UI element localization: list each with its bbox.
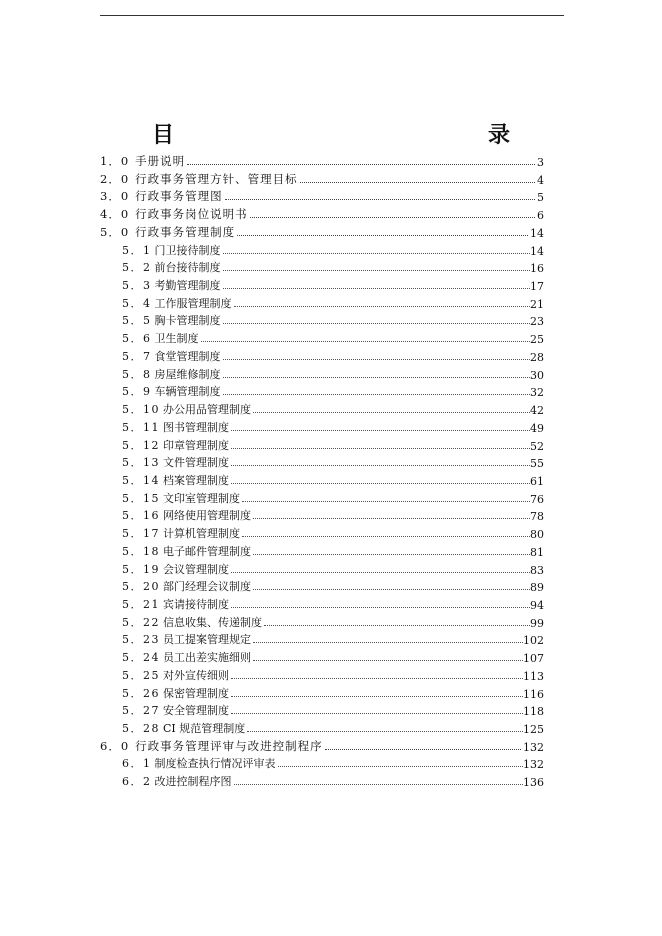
toc-entry-page: 30	[530, 368, 544, 382]
toc-entry-title: 行政事务管理评审与改进控制程序	[135, 738, 323, 753]
toc-entry-page: 42	[530, 404, 544, 418]
toc-entry-page: 125	[523, 723, 544, 737]
toc-entry-page: 32	[530, 386, 544, 400]
toc-entry-page: 113	[523, 669, 544, 683]
toc-leader-dots	[223, 394, 531, 395]
toc-entry-number: 5．25	[122, 668, 160, 682]
toc-entry-title: 行政事务岗位说明书	[135, 207, 248, 222]
toc-entry[interactable]	[122, 613, 544, 630]
toc-leader-dots	[264, 625, 530, 626]
toc-entry-title: 行政事务管理制度	[135, 224, 236, 239]
toc-entry-number: 5．21	[122, 598, 160, 611]
toc-leader-dots	[253, 589, 530, 590]
toc-entry-number: 5．2	[122, 261, 152, 275]
toc-entry-title: 印章管理制度	[163, 438, 229, 452]
toc-entry-title: 网络使用管理制度	[163, 509, 251, 523]
toc-leader-dots	[234, 306, 531, 307]
toc-leader-dots	[231, 713, 523, 714]
toc-entry-number: 5．6	[122, 332, 152, 346]
toc-entry-number: 5．19	[122, 562, 160, 576]
toc-entry[interactable]	[122, 577, 544, 594]
toc-entry[interactable]	[122, 258, 544, 275]
toc-leader-dots	[231, 696, 523, 697]
toc-entry[interactable]	[122, 701, 544, 718]
toc-entry-page: 132	[523, 740, 544, 754]
toc-entry-title: 宾请接待制度	[163, 598, 229, 611]
toc-leader-dots	[234, 784, 524, 785]
toc-entry-title: 安全管理制度	[163, 704, 229, 718]
toc-leader-dots	[237, 235, 528, 236]
toc-leader-dots	[225, 199, 535, 200]
toc-entry-number: 5．17	[122, 527, 160, 541]
toc-leader-dots	[223, 359, 531, 360]
toc-leader-dots	[242, 501, 530, 502]
toc-entry[interactable]	[122, 241, 544, 258]
toc-entry[interactable]	[122, 648, 544, 665]
toc-leader-dots	[231, 430, 530, 431]
toc-entry-title: 制度检查执行情况评审表	[154, 757, 276, 771]
toc-entry-title: 员工提案管理规定	[163, 633, 251, 647]
toc-entry-page: 99	[530, 616, 544, 630]
toc-entry-number: 5．13	[122, 456, 160, 470]
toc-leader-dots	[231, 483, 530, 484]
toc-entry-title: 图书管理制度	[163, 420, 229, 434]
toc-entry[interactable]	[122, 489, 544, 506]
toc-entry-page: 83	[530, 563, 544, 577]
toc-entry[interactable]	[122, 400, 544, 417]
toc-entry[interactable]	[122, 471, 544, 488]
toc-entry-page: 81	[530, 545, 544, 559]
toc-entry-number: 5．18	[122, 544, 160, 558]
toc-leader-dots	[278, 766, 524, 767]
toc-entry-number: 5．11	[122, 420, 160, 434]
toc-entry-title: 手册说明	[135, 154, 186, 168]
toc-entry[interactable]	[122, 418, 544, 435]
toc-entry-page: 14	[530, 226, 544, 240]
toc-entry-page: 52	[530, 439, 544, 453]
toc-entry[interactable]	[122, 347, 544, 364]
toc-entry[interactable]	[122, 311, 544, 328]
toc-entry-number: 5．26	[122, 686, 160, 700]
toc-entry[interactable]	[100, 223, 544, 240]
toc-entry-number: 5．15	[122, 491, 160, 505]
toc-entry-number: 6．0	[100, 738, 130, 753]
page-title: 目 录	[151, 122, 572, 148]
header-rule	[100, 15, 564, 16]
toc-entry-title: 行政事务管理方针、管理目标	[135, 171, 298, 186]
toc-entry-page: 116	[523, 687, 544, 701]
toc-entry[interactable]	[122, 719, 544, 736]
toc-leader-dots	[231, 465, 530, 466]
toc-leader-dots	[253, 554, 530, 555]
toc-entry[interactable]	[122, 506, 544, 523]
toc-entry[interactable]	[122, 524, 544, 541]
toc-entry-number: 6．2	[122, 775, 152, 789]
toc-leader-dots	[231, 448, 530, 449]
toc-entry-number: 5．28	[122, 722, 160, 736]
toc-leader-dots	[253, 660, 523, 661]
toc-leader-dots	[250, 217, 535, 218]
toc-entry-number: 5．10	[122, 403, 160, 417]
toc-entry[interactable]	[122, 542, 544, 559]
toc-entry-page: 76	[530, 492, 544, 506]
toc-entry-title: 行政事务管理图	[135, 189, 223, 204]
toc-entry-title: CI 规范管理制度	[163, 722, 246, 736]
toc-entry-number: 6．1	[122, 757, 152, 771]
toc-entry[interactable]	[122, 365, 544, 382]
toc-entry-title: 改进控制程序图	[154, 775, 232, 789]
toc-entry[interactable]	[100, 187, 544, 204]
toc-entry-page: 94	[530, 599, 544, 612]
toc-entry-number: 5．14	[122, 473, 160, 487]
toc-leader-dots	[242, 536, 530, 537]
toc-entry-number: 5．16	[122, 509, 160, 523]
toc-entry-page: 78	[530, 510, 544, 524]
toc-entry-number: 5．5	[122, 314, 152, 328]
toc-leader-dots	[223, 253, 531, 254]
toc-entry[interactable]	[100, 170, 544, 187]
toc-leader-dots	[325, 749, 521, 750]
toc-entry-title: 房屋维修制度	[154, 367, 221, 381]
toc-entry-title: 前台接待制度	[154, 261, 221, 275]
toc-leader-dots	[223, 288, 531, 289]
toc-leader-dots	[223, 377, 531, 378]
toc-entry-page: 61	[530, 474, 544, 488]
toc-entry-page: 17	[530, 280, 544, 294]
toc-entry-page: 28	[530, 350, 544, 364]
toc-entry[interactable]	[122, 754, 544, 771]
toc-entry-number: 5．24	[122, 651, 160, 665]
toc-leader-dots	[223, 323, 531, 324]
toc-entry-page: 23	[530, 315, 544, 329]
toc-leader-dots	[300, 182, 535, 183]
toc-entry-title: 计算机管理制度	[163, 527, 240, 541]
toc-entry-number: 5．27	[122, 704, 160, 718]
toc-entry[interactable]	[122, 595, 544, 612]
toc-entry-title: 部门经理会议制度	[163, 580, 251, 594]
toc-entry-title: 保密管理制度	[163, 686, 229, 700]
toc-entry-title: 考勤管理制度	[154, 279, 221, 293]
toc-entry-page: 55	[530, 457, 544, 471]
toc-entry[interactable]	[122, 329, 544, 346]
toc-entry-page: 107	[523, 652, 544, 666]
toc-entry-number: 5．3	[122, 279, 152, 293]
toc-entry-page: 25	[530, 333, 544, 347]
toc-entry-title: 车辆管理制度	[154, 385, 221, 399]
toc-entry-title: 文件管理制度	[163, 456, 229, 470]
toc-entry[interactable]	[122, 294, 544, 311]
toc-entry-page: 118	[523, 705, 544, 719]
toc-entry-number: 1．0	[100, 154, 130, 168]
toc-entry[interactable]	[122, 666, 544, 683]
toc-entry-page: 14	[530, 244, 544, 258]
toc-entry-page: 136	[523, 776, 544, 790]
toc-entry[interactable]	[122, 276, 544, 293]
toc-entry-number: 5．22	[122, 615, 160, 629]
toc-leader-dots	[201, 341, 531, 342]
toc-entry-number: 5．12	[122, 438, 160, 452]
toc-entry-number: 3．0	[100, 189, 130, 204]
toc-entry-page: 4	[537, 173, 544, 187]
toc-leader-dots	[231, 607, 530, 608]
toc-entry-page: 132	[523, 758, 544, 772]
toc-entry-number: 5．20	[122, 580, 160, 594]
toc-entry-title: 办公用品管理制度	[163, 403, 251, 417]
toc-entry-page: 3	[537, 156, 544, 169]
toc-leader-dots	[253, 518, 530, 519]
toc-entry-page: 6	[537, 209, 544, 223]
toc-entry-number: 5．1	[122, 243, 152, 257]
toc-entry[interactable]	[122, 453, 544, 470]
toc-entry-number: 5．9	[122, 385, 152, 399]
toc-entry-title: 工作服管理制度	[154, 296, 232, 310]
toc-entry-title: 会议管理制度	[163, 562, 229, 576]
toc-entry-page: 89	[530, 581, 544, 595]
toc-leader-dots	[187, 164, 535, 165]
toc-entry-page: 16	[530, 262, 544, 276]
toc-entry-number: 2．0	[100, 171, 130, 186]
toc-entry-title: 胸卡管理制度	[154, 314, 221, 328]
toc-entry-page: 80	[530, 528, 544, 542]
toc-entry-title: 档案管理制度	[163, 473, 229, 487]
toc-entry-page: 5	[537, 191, 544, 205]
toc-entry[interactable]	[100, 152, 544, 169]
toc-entry-title: 食堂管理制度	[154, 349, 221, 363]
toc-entry-page: 21	[530, 297, 544, 311]
toc-leader-dots	[247, 731, 523, 732]
toc-entry-title: 员工出差实施细则	[163, 651, 251, 665]
toc-entry-page: 49	[530, 421, 544, 435]
toc-entry-number: 5．8	[122, 367, 152, 381]
toc-entry[interactable]	[122, 772, 544, 789]
toc-leader-dots	[231, 572, 530, 573]
toc-entry-page: 102	[523, 634, 544, 648]
toc-entry-title: 电子邮件管理制度	[163, 544, 251, 558]
toc-leader-dots	[223, 270, 531, 271]
toc-entry-number: 5．4	[122, 296, 152, 310]
toc-entry-title: 信息收集、传递制度	[163, 615, 262, 629]
toc-leader-dots	[253, 412, 530, 413]
toc-entry[interactable]	[122, 436, 544, 453]
toc-entry-number: 5．7	[122, 349, 152, 363]
toc-entry-title: 门卫接待制度	[154, 243, 221, 257]
toc-entry-title: 对外宣传细则	[163, 668, 229, 682]
toc-entry-number: 5．0	[100, 224, 130, 239]
toc-entry-number: 4．0	[100, 207, 130, 222]
toc-entry[interactable]	[100, 205, 544, 222]
toc-entry[interactable]	[122, 684, 544, 701]
toc-entry-number: 5．23	[122, 633, 160, 647]
toc-entry[interactable]	[122, 382, 544, 399]
toc-leader-dots	[231, 678, 523, 679]
toc-entry[interactable]	[100, 737, 544, 754]
toc-entry[interactable]	[122, 630, 544, 647]
toc-entry-title: 卫生制度	[154, 332, 199, 346]
toc-entry-title: 文印室管理制度	[163, 491, 240, 505]
toc-leader-dots	[253, 642, 523, 643]
toc-entry[interactable]	[122, 560, 544, 577]
